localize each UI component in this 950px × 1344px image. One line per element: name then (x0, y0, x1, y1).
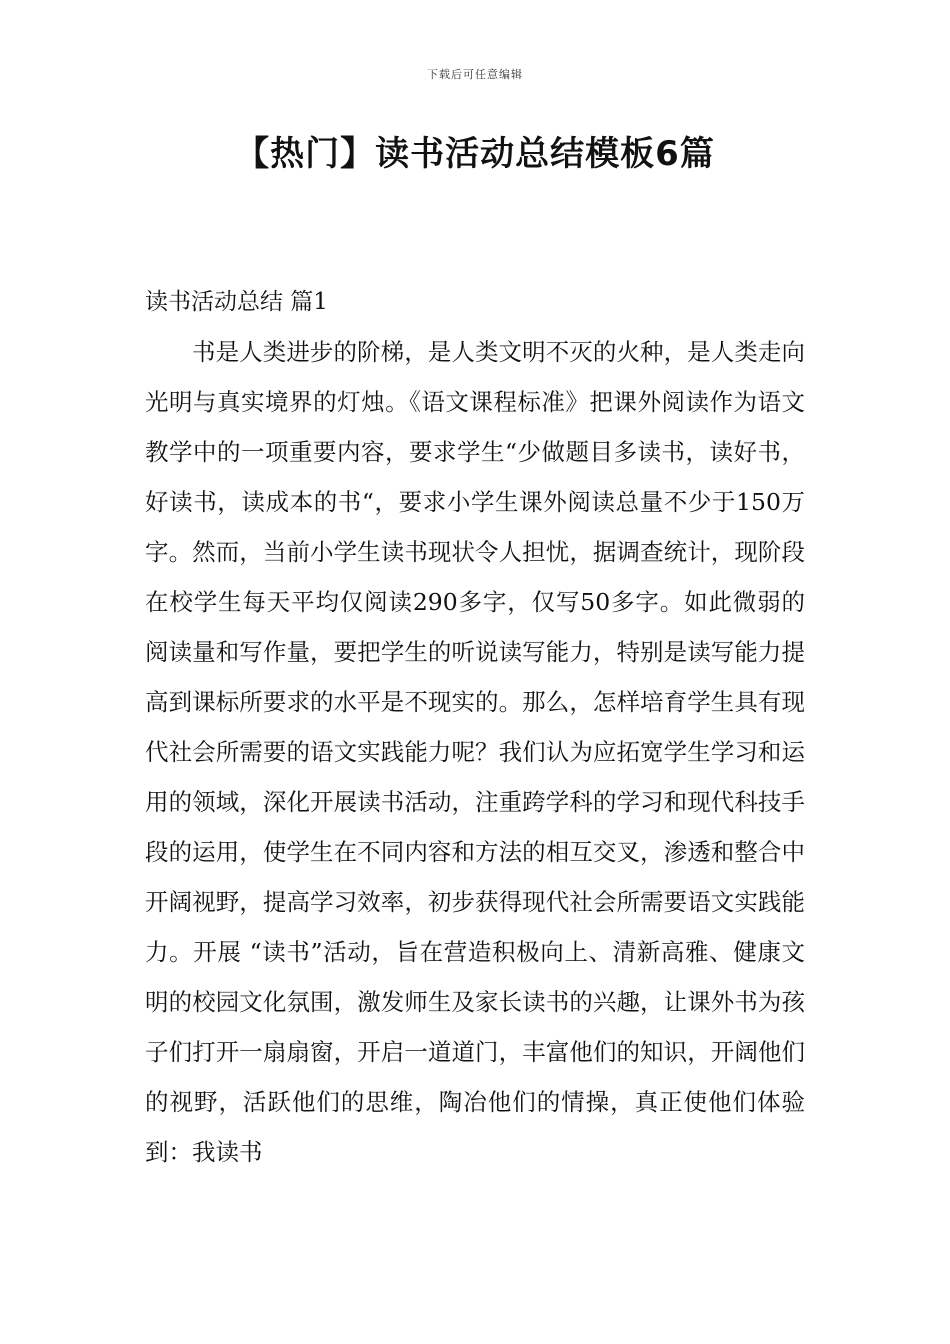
body-paragraph: 书是人类进步的阶梯，是人类文明不灭的火种，是人类走向光明与真实境界的灯烛。《语文课程标准》把课外阅读作为语文教学中的一项重要内容，要求学生“少做题目多读书，读好书，好读书，读成本的书“，要求小学生课外阅读总量不少于150万字。然而，当前小学生读书现状令人担忧，据调查统计，现阶段在校学生每天平均仅阅读290多字，仅写50多字。如此微弱的阅读量和写作量，要把学生的听说读写能力，特别是读写能力提高到课标所要求的水平是不现实的。那么，怎样培育学生具有现代社会所需要的语文实践能力呢？我们认为应拓宽学生学习和运用的领域，深化开展读书活动，注重跨学科的学习和现代科技手段的运用，使学生在不同内容和方法的相互交叉，渗透和整合中开阔视野，提高学习效率，初步获得现代社会所需要语文实践能力。开展 “读书”活动，旨在营造积极向上、清新高雅、健康文明的校园文化氛围，激发师生及家长读书的兴趣，让课外书为孩子们打开一扇扇窗，开启一道道门，丰富他们的知识，开阔他们的视野，活跃他们的思维，陶冶他们的情操，真正使他们体验到：我读书 (145, 338, 805, 1166)
section-heading: 读书活动总结 篇1 (145, 289, 328, 315)
document-title: 【热门】读书活动总结模板6篇 (235, 134, 715, 174)
header-note: 下载后可任意编辑 (427, 68, 523, 81)
